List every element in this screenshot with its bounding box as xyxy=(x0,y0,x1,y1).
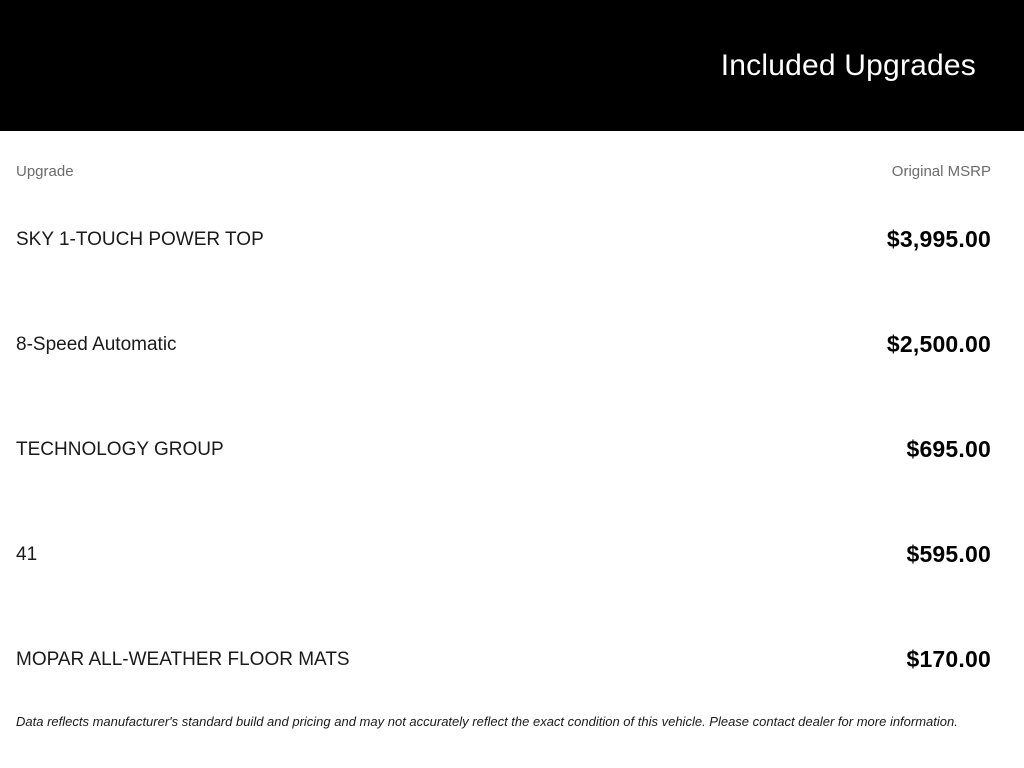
disclaimer-text: Data reflects manufacturer's standard build and pricing and may not accurately reflect the exact condition of this vehicle. Please contact dealer for more information. xyxy=(16,714,958,729)
column-header-original-msrp: Original MSRP xyxy=(891,163,991,180)
table-header-row xyxy=(0,131,1024,180)
upgrades-table xyxy=(0,131,1024,729)
upgrade-msrp: $3,995.00 xyxy=(886,226,991,252)
upgrade-name: 8-Speed Automatic xyxy=(16,333,177,355)
upgrade-name: 41 xyxy=(16,543,38,565)
table-row xyxy=(0,397,1024,502)
column-header-upgrade: Upgrade xyxy=(16,163,74,180)
table-row xyxy=(0,607,1024,712)
page-header xyxy=(0,0,1024,131)
page-title: Included Upgrades xyxy=(720,48,976,82)
upgrade-msrp: $2,500.00 xyxy=(886,331,991,357)
upgrade-name: MOPAR ALL-WEATHER FLOOR MATS xyxy=(16,648,350,670)
upgrade-name: TECHNOLOGY GROUP xyxy=(16,438,224,460)
table-row xyxy=(0,502,1024,607)
upgrade-name: SKY 1-TOUCH POWER TOP xyxy=(16,228,264,250)
upgrade-msrp: $595.00 xyxy=(906,541,991,567)
upgrade-msrp: $170.00 xyxy=(906,646,991,672)
table-row xyxy=(0,292,1024,397)
table-row xyxy=(0,187,1024,292)
table-body xyxy=(0,187,1024,712)
upgrade-msrp: $695.00 xyxy=(906,436,991,462)
